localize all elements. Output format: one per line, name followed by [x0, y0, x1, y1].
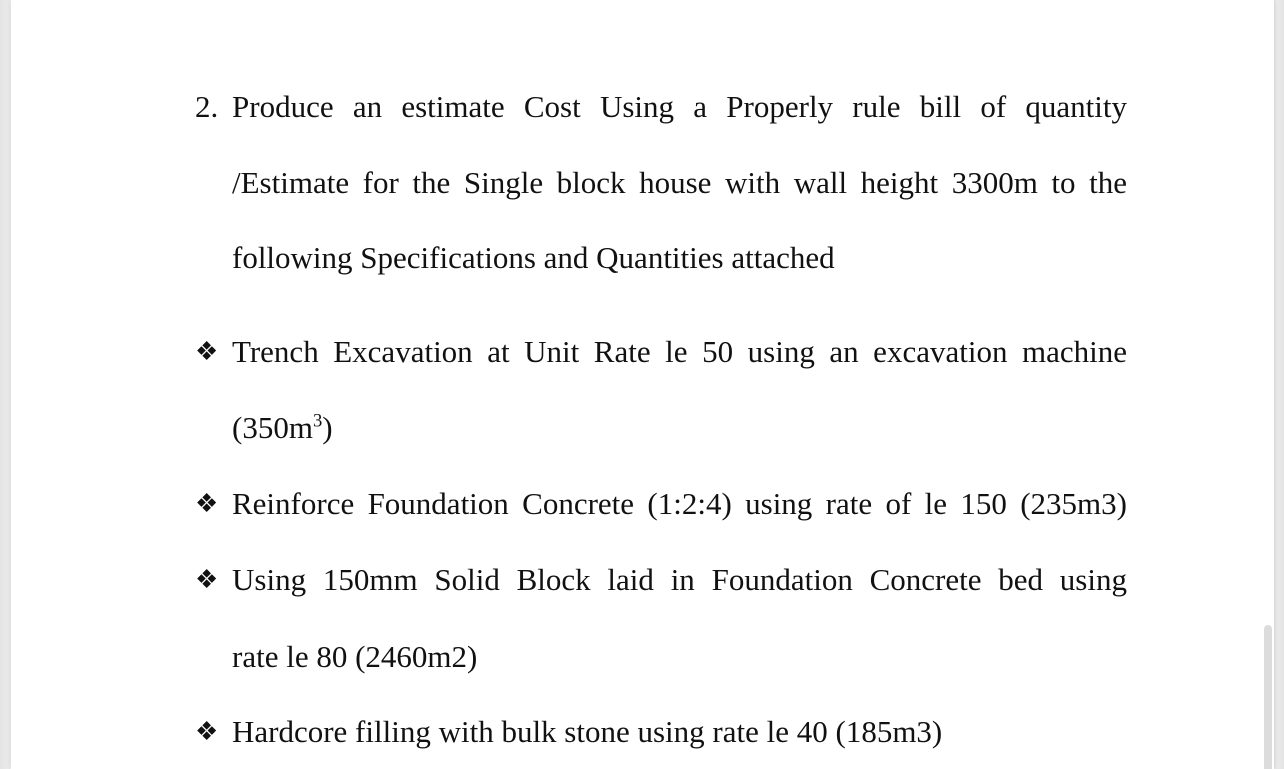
bullet-1-line-1: Trench Excavation at Unit Rate le 50 using an excavation machine: [232, 334, 1127, 369]
diamond-bullet-icon: ❖: [195, 489, 219, 518]
bullet-1-line-2: [232, 410, 1127, 446]
bullet-1-superscript: 3: [312, 410, 323, 432]
diamond-bullet-icon: ❖: [195, 717, 219, 746]
bullet-1-close-paren: ): [322, 410, 333, 445]
bullet-3-line-1: Using 150mm Solid Block laid in Foundation Concrete bed using: [232, 562, 1127, 597]
diamond-bullet-icon: ❖: [195, 565, 219, 594]
item-number: 2.: [195, 89, 219, 124]
item-line-3: following Specifications and Quantities attached: [232, 240, 835, 275]
bullet-2-line-1: Reinforce Foundation Concrete (1:2:4) using rate of le 150 (235m3): [232, 486, 1127, 521]
item-line-1: Produce an estimate Cost Using a Properly rule bill of quantity: [232, 89, 1127, 124]
bullet-1-quantity: (350m: [232, 410, 313, 445]
scrollbar-thumb[interactable]: [1264, 625, 1272, 769]
bullet-4-line-1: Hardcore filling with bulk stone using rate le 40 (185m3): [232, 714, 943, 749]
bullet-3-line-2: rate le 80 (2460m2): [232, 639, 478, 674]
diamond-bullet-icon: ❖: [195, 337, 219, 366]
item-line-2: /Estimate for the Single block house with wall height 3300m to the: [232, 165, 1127, 200]
